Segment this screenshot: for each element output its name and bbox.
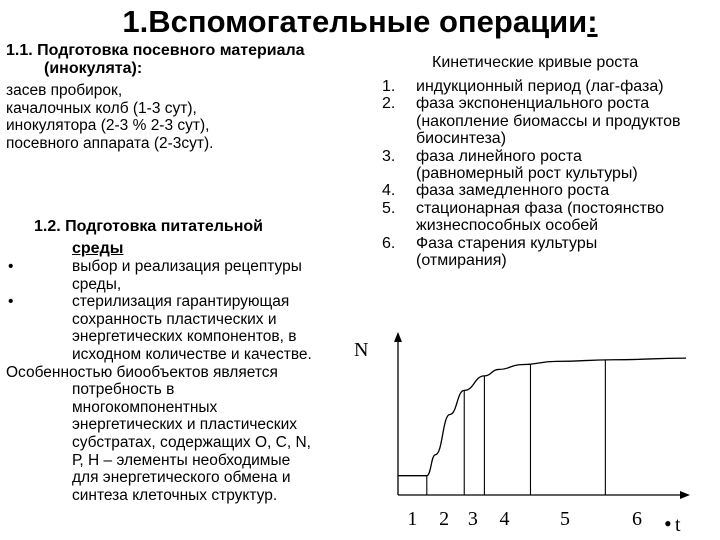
section2-heading-line2: среды [72, 240, 124, 257]
phase-label: 1 [407, 508, 418, 530]
phase-line: (накопление биомассы и продуктов [416, 112, 681, 130]
title-colon: : [587, 4, 598, 39]
phase-number: 4. [382, 182, 396, 200]
section2-heading-line1: 1.2. Подготовка питательной [34, 218, 264, 235]
bullet-mark: • [8, 293, 14, 311]
y-axis-label: N [354, 339, 369, 361]
phase-number: 5. [382, 199, 396, 217]
title-text: 1.Вспомогательные операции [122, 4, 588, 39]
section1-line: качалочных колб (1-3 сут), [6, 99, 197, 117]
phase-number: 2. [382, 95, 396, 113]
phase-line: Фаза старения культуры [416, 234, 598, 252]
bullet-line: стерилизация гарантирующая [72, 293, 290, 311]
bullet-line: среды, [72, 275, 122, 293]
phase-line: биосинтеза) [416, 130, 507, 148]
section1-heading-line1: 1.1. Подготовка посевного материала [6, 42, 305, 59]
section1-line: засев пробирок, [6, 82, 123, 99]
phase-line: фаза замедленного роста [416, 182, 610, 200]
phase-line: индукционный период (лаг-фаза) [416, 78, 664, 95]
bullet-line: энергетических компонентов, в [72, 328, 297, 346]
phase-label: 3 [467, 508, 478, 530]
para-first-line: Особенностью биообъектов является [6, 363, 278, 381]
para-line: субстратах, содержащих О, С, N, [72, 433, 311, 451]
phase-line: жизнеспособных особей [416, 217, 599, 235]
phase-number: 1. [382, 78, 396, 95]
section1-line: инокулятора (2-3 % 2-3 сут), [6, 117, 210, 135]
section1-heading-line2: (инокулята): [44, 60, 143, 77]
phase-line: (равномерный рост культуры) [416, 165, 638, 183]
y-axis-arrow [394, 332, 402, 342]
phase-label: 4 [499, 508, 510, 530]
para-line: для энергетического обмена и [72, 469, 291, 487]
phase-line: стационарная фаза (постоянство [416, 199, 665, 217]
para-line: многокомпонентных [72, 398, 218, 416]
para-line: Р, Н – элементы необходимые [72, 451, 291, 469]
growth-curve-line [398, 358, 686, 476]
x-axis-label-bullet: • [664, 511, 672, 536]
kinetics-heading: Кинетические кривые роста [432, 54, 639, 71]
bullet-line: исходном количестве и качестве. [72, 345, 312, 363]
para-line: синтеза клеточных структур. [72, 486, 278, 504]
phase-line: фаза экспоненциального роста [416, 95, 650, 113]
phase-number: 3. [382, 147, 396, 165]
bullet-line: сохранность пластических и [72, 310, 277, 328]
phase-label: 6 [632, 508, 643, 530]
x-axis-arrow [680, 491, 690, 499]
phase-number: 6. [382, 234, 396, 252]
para-line: потребность в [72, 381, 175, 399]
bullet-line: выбор и реализация рецептуры [72, 258, 302, 275]
phase-label: 2 [439, 508, 450, 530]
phase-line: фаза линейного роста [416, 147, 582, 165]
para-line: энергетических и пластических [72, 416, 297, 434]
x-axis-label: t [675, 514, 681, 536]
phase-label: 5 [560, 508, 571, 530]
bullet-mark: • [8, 258, 14, 275]
phase-line: (отмирания) [416, 252, 507, 270]
section1-line: посевного аппарата (2-3сут). [6, 134, 214, 152]
